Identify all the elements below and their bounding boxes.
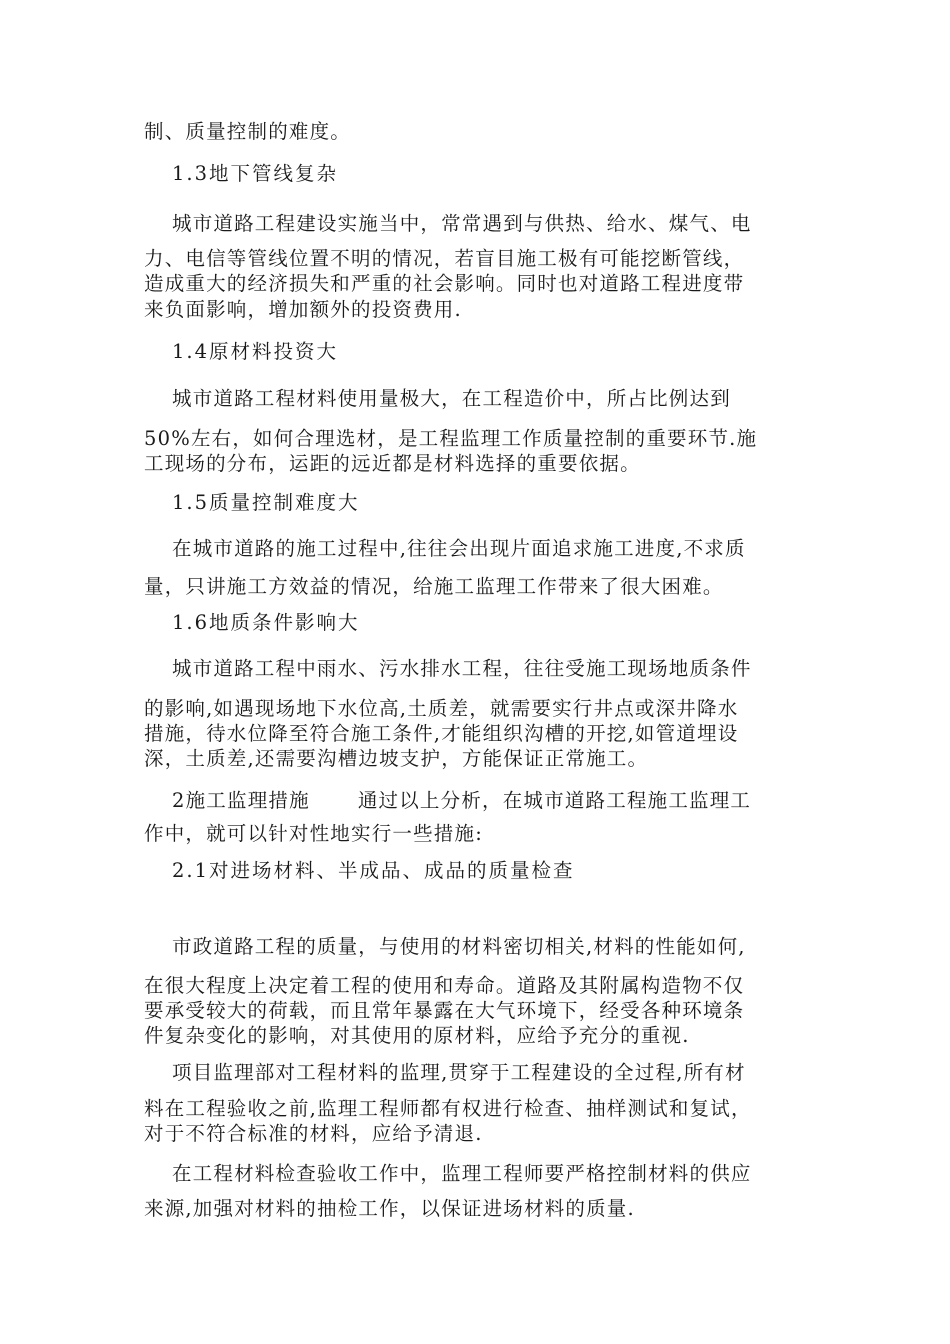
paragraph-line: 力、电信等管线位置不明的情况，若盲目施工极有可能挖断管线， (144, 247, 745, 270)
section-heading-2: 2施工监理措施 (172, 789, 310, 812)
paragraph-line: 作中，就可以针对性地实行一些措施: (144, 822, 483, 845)
paragraph-line: 工现场的分布，运距的远近都是材料选择的重要依据。 (144, 452, 641, 475)
paragraph-line: 城市道路工程建设实施当中，常常遇到与供热、给水、煤气、电 (172, 212, 752, 235)
paragraph-line: 在工程材料检查验收工作中，监理工程师要严格控制材料的供应 (172, 1162, 752, 1185)
paragraph-line: 的影响,如遇现场地下水位高,土质差，就需要实行井点或深井降水 (144, 697, 739, 720)
paragraph-line: 来负面影响，增加额外的投资费用. (144, 298, 462, 321)
paragraph-line: 料在工程验收之前,监理工程师都有权进行检查、抽样测试和复试， (144, 1097, 752, 1120)
paragraph-line: 件复杂变化的影响，对其使用的原材料，应给予充分的重视. (144, 1024, 690, 1047)
section-heading-2-line (172, 787, 812, 815)
paragraph-line: 对于不符合标准的材料，应给予清退. (144, 1122, 483, 1145)
section-heading-2-1: 2.1对进场材料、半成品、成品的质量检查 (172, 859, 575, 882)
paragraph-line: 市政道路工程的质量，与使用的材料密切相关,材料的性能如何, (172, 935, 746, 958)
paragraph-line: 项目监理部对工程材料的监理,贯穿于工程建设的全过程,所有材 (172, 1061, 746, 1084)
paragraph-line: 措施，待水位降至符合施工条件,才能组织沟槽的开挖,如管道埋设 (144, 722, 739, 745)
paragraph-text: 通过以上分析，在城市道路工程施工监理工 (357, 789, 752, 812)
paragraph-line: 在城市道路的施工过程中,往往会出现片面追求施工进度,不求质 (172, 537, 746, 560)
section-heading-1-5: 1.5质量控制难度大 (172, 491, 360, 514)
paragraph-line: 量，只讲施工方效益的情况，给施工监理工作带来了很大困难。 (144, 575, 724, 598)
paragraph-line: 城市道路工程材料使用量极大，在工程造价中，所占比例达到 (172, 387, 731, 410)
paragraph-line: 深，土质差,还需要沟槽边坡支护，方能保证正常施工。 (144, 747, 649, 770)
paragraph-line: 来源,加强对材料的抽检工作，以保证进场材料的质量. (144, 1197, 635, 1220)
paragraph-line: 造成重大的经济损失和严重的社会影响。同时也对道路工程进度带 (144, 272, 745, 295)
paragraph-line: 在很大程度上决定着工程的使用和寿命。道路及其附属构造物不仅 (144, 974, 745, 997)
paragraph-line: 要承受较大的荷载，而且常年暴露在大气环境下，经受各种环境条 (144, 999, 745, 1022)
paragraph-line: 50%左右，如何合理选材，是工程监理工作质量控制的重要环节.施 (144, 427, 758, 450)
paragraph-line: 制、质量控制的难度。 (144, 120, 352, 143)
paragraph-line: 城市道路工程中雨水、污水排水工程，往往受施工现场地质条件 (172, 657, 752, 680)
section-heading-1-6: 1.6地质条件影响大 (172, 611, 360, 634)
section-heading-1-4: 1.4原材料投资大 (172, 340, 339, 363)
section-heading-1-3: 1.3地下管线复杂 (172, 162, 339, 185)
